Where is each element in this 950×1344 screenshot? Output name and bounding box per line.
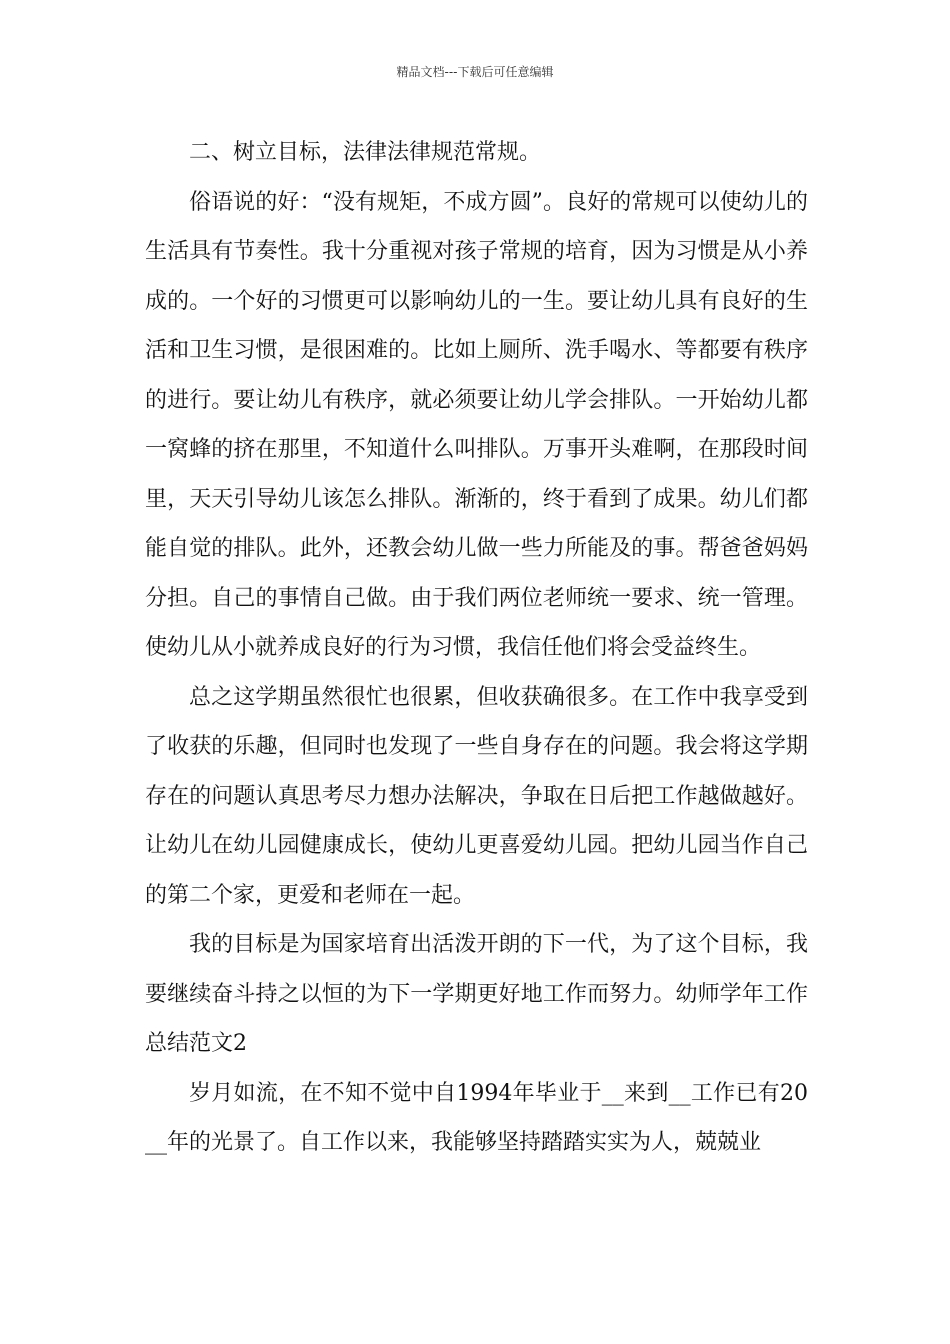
paragraph-routine: 俗语说的好：“没有规矩，不成方圆”。良好的常规可以使幼儿的生活具有节奏性。我十分重视对孩子常规的培育，因为习惯是从小养成的。一个好的习惯更可以影响幼儿的一生。要让幼儿具有良好的生活和卫生习惯，是很困难的。比如上厕所、洗手喝水、等都要有秩序的进行。要让幼儿有秩序，就必须要让幼儿学会排队。一开始幼儿都一窝蜂的挤在那里，不知道什么叫排队。万事开头难啊，在那段时间里，天天引导幼儿该怎么排队。渐渐的，终于看到了成果。幼儿们都能自觉的排队。此外，还教会幼儿做一些力所能及的事。帮爸爸妈妈分担。自己的事情自己做。由于我们两位老师统一要求、统一管理。使幼儿从小就养成良好的行为习惯，我信任他们将会受益终生。 — [145, 189, 808, 660]
section-heading: 二、树立目标，法律法律规范常规。 — [189, 140, 542, 165]
paragraph-goal: 我的目标是为国家培育出活泼开朗的下一代，为了这个目标，我要继续奋斗持之以恒的为下一学期更好地工作而努力。幼师学年工作总结范文2 — [145, 932, 808, 1056]
document-header: 精品文档---下载后可任意编辑 — [396, 65, 554, 79]
paragraph-summary: 总之这学期虽然很忙也很累，但收获确很多。在工作中我享受到了收获的乐趣，但同时也发现了一些自身存在的问题。我会将这学期存在的问题认真思考尽力想办法解决，争取在日后把工作越做越好。让幼儿在幼儿园健康成长，使幼儿更喜爱幼儿园。把幼儿园当作自己的第二个家，更爱和老师在一起。 — [145, 684, 808, 908]
paragraph-years: 岁月如流，在不知不觉中自1994年毕业于__来到__工作已有20__年的光景了。自工作以来，我能够坚持踏踏实实为人，兢兢业 — [145, 1080, 808, 1155]
document-body — [145, 128, 808, 1168]
